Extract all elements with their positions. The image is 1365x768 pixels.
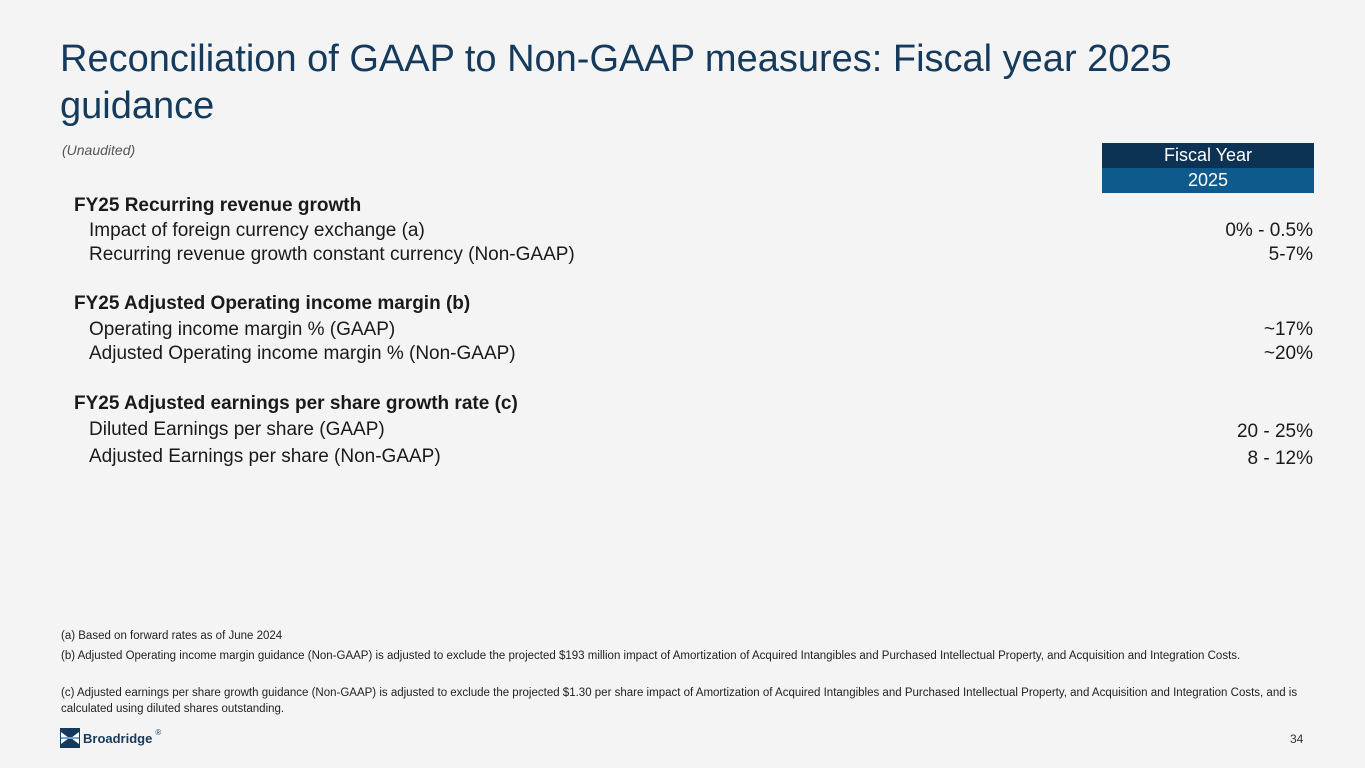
footnote-b: (b) Adjusted Operating income margin guidance (Non-GAAP) is adjusted to exclude the projected $193 million impact of Amortization of Acquired Intangibles and Purchased Intellectual Property, and Acquisition and Integration Costs.: [61, 650, 1241, 662]
row-label: Recurring revenue growth constant currency (Non-GAAP): [89, 244, 575, 265]
logo-text: Broadridge: [83, 730, 153, 746]
footnote-a: (a) Based on forward rates as of June 2024: [61, 630, 283, 642]
row-value: 8 - 12%: [1247, 448, 1313, 469]
row-label: Diluted Earnings per share (GAAP): [89, 419, 385, 440]
row-value: 5-7%: [1268, 244, 1313, 265]
section-heading-label: FY25 Recurring revenue growth: [74, 195, 362, 216]
row-label: Impact of foreign currency exchange (a): [89, 220, 425, 241]
logo-registered-mark: ®: [155, 728, 162, 737]
row-value: ~20%: [1263, 343, 1313, 364]
row-label: Operating income margin % (GAAP): [89, 319, 396, 340]
column-header-year: 2025: [1102, 168, 1314, 193]
unaudited-note: (Unaudited): [62, 142, 136, 158]
section-heading-label: FY25 Adjusted Operating income margin (b): [74, 293, 471, 314]
row-label: Adjusted Operating income margin % (Non-GAAP): [89, 343, 516, 364]
broadridge-logo-icon: [60, 728, 80, 748]
page-number: 34: [1290, 732, 1304, 746]
row-label: Adjusted Earnings per share (Non-GAAP): [89, 446, 441, 467]
row-value: ~17%: [1263, 319, 1313, 340]
page-title: Reconciliation of GAAP to Non-GAAP measures: Fiscal year 2025 guidance: [60, 38, 1172, 127]
column-header-fiscal-year: Fiscal Year: [1102, 143, 1314, 168]
footnote-c: (c) Adjusted earnings per share growth guidance (Non-GAAP) is adjusted to exclude the projected $1.30 per share impact of Amortization of Acquired Intangibles and Purchased Intellectual Property, and Acquisition and Integration Costs, and is calculated using diluted shares outstanding.: [61, 687, 1298, 715]
section-heading-label: FY25 Adjusted earnings per share growth rate (c): [74, 393, 518, 414]
row-value: 20 - 25%: [1236, 421, 1313, 442]
broadridge-logo: [60, 728, 161, 748]
row-value: 0% - 0.5%: [1225, 220, 1313, 241]
